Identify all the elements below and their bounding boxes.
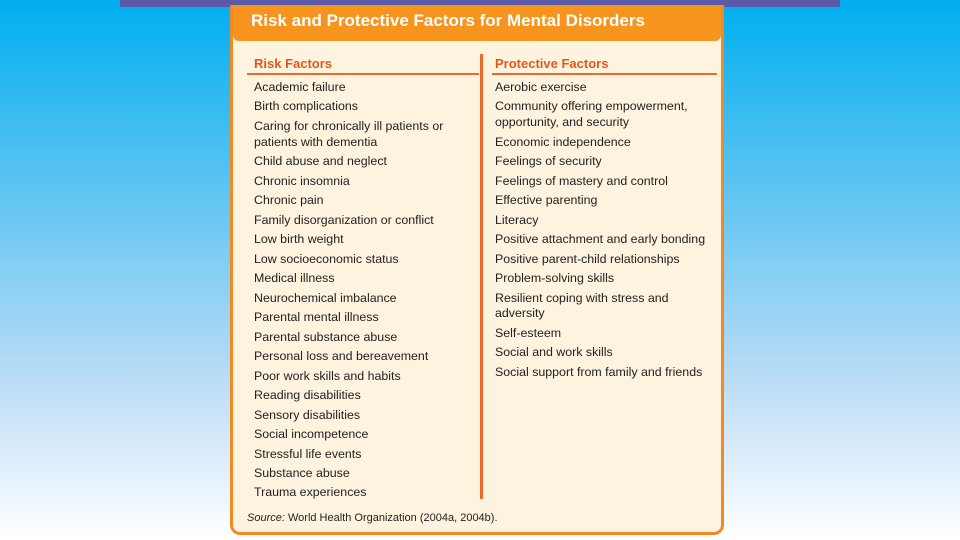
list-item: Sensory disabilities	[254, 407, 361, 422]
list-item: Stressful life events	[254, 446, 362, 461]
list-item: Parental substance abuse	[254, 329, 398, 344]
list-item: Social and work skills	[495, 345, 613, 360]
list-item: Low birth weight	[254, 232, 344, 247]
list-item: Aerobic exercise	[495, 80, 587, 94]
source-text: World Health Organization (2004a, 2004b).	[284, 512, 498, 524]
column-divider	[480, 54, 483, 499]
columns-container	[247, 54, 717, 499]
list-item: Literacy	[495, 212, 539, 227]
list-item: Social incompetence	[254, 427, 369, 442]
list-item: Substance abuse	[254, 466, 350, 480]
list-item: Feelings of mastery and control	[495, 173, 668, 188]
list-item: Academic failure	[254, 80, 346, 94]
risk-factors-heading: Risk Factors	[247, 54, 479, 75]
list-item: Chronic pain	[254, 193, 324, 208]
list-item: Caring for chronically ill patients or patients with dementia	[254, 118, 444, 149]
list-item: Chronic insomnia	[254, 173, 350, 188]
protective-factors-list	[492, 80, 717, 381]
list-item: Social support from family and friends	[495, 364, 703, 379]
list-item: Neurochemical imbalance	[254, 290, 397, 305]
table-title: Risk and Protective Factors for Mental Disorders	[233, 5, 721, 41]
list-item: Economic independence	[495, 134, 631, 149]
list-item: Birth complications	[254, 99, 358, 114]
list-item: Self-esteem	[495, 325, 562, 340]
list-item: Feelings of security	[495, 154, 602, 169]
list-item: Personal loss and bereavement	[254, 349, 429, 364]
list-item: Trauma experiences	[254, 485, 367, 500]
list-item: Low socioeconomic status	[254, 251, 399, 266]
list-item: Family disorganization or conflict	[254, 212, 434, 227]
list-item: Problem-solving skills	[495, 271, 615, 286]
list-item: Community offering empowerment, opportunity, and security	[495, 99, 688, 130]
protective-factors-heading: Protective Factors	[492, 54, 717, 75]
list-item: Child abuse and neglect	[254, 154, 387, 169]
risk-factors-list	[247, 80, 477, 501]
list-item: Resilient coping with stress and adversity	[495, 290, 669, 321]
list-item: Poor work skills and habits	[254, 368, 401, 383]
list-item: Reading disabilities	[254, 388, 361, 403]
source-label: Source:	[247, 512, 285, 524]
protective-factors-column	[492, 54, 717, 384]
factors-table-card	[230, 5, 724, 535]
list-item: Positive attachment and early bonding	[495, 232, 706, 247]
source-note	[247, 512, 498, 524]
list-item: Positive parent-child relationships	[495, 251, 680, 266]
list-item: Parental mental illness	[254, 310, 379, 325]
list-item: Medical illness	[254, 271, 335, 286]
list-item: Effective parenting	[495, 193, 598, 208]
risk-factors-column	[247, 54, 477, 505]
